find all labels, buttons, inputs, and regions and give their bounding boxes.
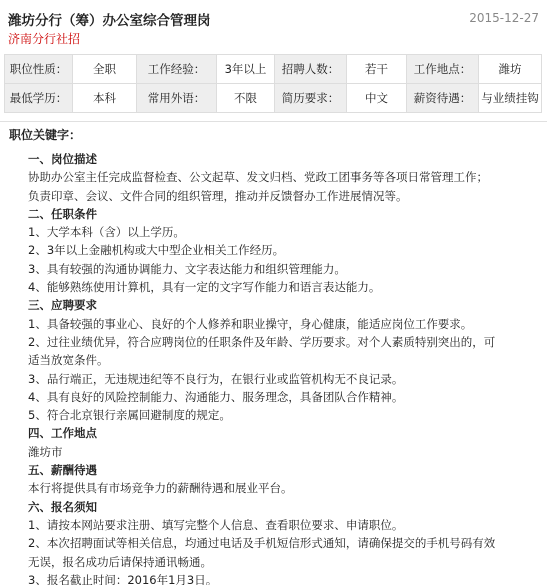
section-heading: 六、报名须知 xyxy=(28,499,97,514)
description-line: 适当放宽条件。 xyxy=(28,353,109,368)
description-line: 本行将提供具有市场竞争力的薪酬待遇和展业平台。 xyxy=(28,481,293,496)
description-line: 4、能够熟练使用计算机，具有一定的文字写作能力和语言表达能力。 xyxy=(28,280,381,295)
job-info-table xyxy=(4,54,542,113)
info-row xyxy=(5,84,542,113)
label-resume: 简历要求： xyxy=(275,84,347,113)
label-headcount: 招聘人数： xyxy=(275,55,347,84)
description-line: 2、3年以上金融机构或大中型企业相关工作经历。 xyxy=(28,243,285,258)
description-line: 协助办公室主任完成监督检查、公文起草、发文归档、党政工团事务等各项日常管理工作； xyxy=(28,170,488,185)
value-resume: 中文 xyxy=(347,84,407,113)
description-line: 1、请按本网站要求注册、填写完整个人信息、查看职位要求、申请职位。 xyxy=(28,517,404,532)
label-language: 常用外语： xyxy=(137,84,217,113)
label-job-type: 职位性质： xyxy=(5,55,73,84)
value-salary: 与业绩挂钩 xyxy=(479,84,542,113)
description-line: 1、具备较强的事业心、良好的个人修养和职业操守，身心健康，能适应岗位工作要求。 xyxy=(28,316,473,331)
section-heading: 三、应聘要求 xyxy=(28,298,97,313)
value-experience: 3年以上 xyxy=(217,55,275,84)
company-link[interactable]: 济南分行社招 xyxy=(8,32,81,46)
publish-date: 2015-12-27 xyxy=(469,11,539,25)
description-line: 负责印章、会议、文件合同的组织管理，推动并反馈督办工作进展情况等。 xyxy=(28,188,408,203)
description-line: 4、具有良好的风险控制能力、沟通能力、服务理念，具备团队合作精神。 xyxy=(28,389,404,404)
job-title: 潍坊分行（筹）办公室综合管理岗 xyxy=(8,13,211,29)
description-line: 5、符合北京银行亲属回避制度的规定。 xyxy=(28,408,231,423)
label-location: 工作地点： xyxy=(407,55,479,84)
label-experience: 工作经验： xyxy=(137,55,217,84)
section-heading: 五、薪酬待遇 xyxy=(28,463,97,478)
description-line: 无误，报名成功后请保持通讯畅通。 xyxy=(28,554,212,569)
job-header xyxy=(6,6,541,50)
value-job-type: 全职 xyxy=(73,55,137,84)
keyword-label: 职位关键字： xyxy=(9,128,82,142)
section-heading: 四、工作地点 xyxy=(28,426,97,441)
description-line: 1、大学本科（含）以上学历。 xyxy=(28,225,185,240)
description-line: 潍坊市 xyxy=(28,444,63,459)
description-line: 2、过往业绩优异，符合应聘岗位的任职条件及年龄、学历要求。对个人素质特别突出的，可 xyxy=(28,334,496,349)
description-line: 2、本次招聘面试等相关信息，均通过电话及手机短信形式通知，请确保提交的手机号码有效 xyxy=(28,536,496,551)
value-headcount: 若干 xyxy=(347,55,407,84)
section-divider xyxy=(0,121,547,122)
value-language: 不限 xyxy=(217,84,275,113)
label-salary: 薪资待遇： xyxy=(407,84,479,113)
description-line: 3、具有较强的沟通协调能力、文字表达能力和组织管理能力。 xyxy=(28,261,346,276)
info-row xyxy=(5,55,542,84)
description-line: 3、品行端正，无违规违纪等不良行为，在银行业或监管机构无不良记录。 xyxy=(28,371,404,386)
label-education: 最低学历： xyxy=(5,84,73,113)
job-description xyxy=(28,150,543,585)
section-heading: 一、岗位描述 xyxy=(28,152,97,166)
value-education: 本科 xyxy=(73,84,137,113)
section-heading: 二、任职条件 xyxy=(28,206,97,221)
value-location: 潍坊 xyxy=(479,55,542,84)
description-line: 3、报名截止时间：2016年1月3日。 xyxy=(28,572,218,585)
